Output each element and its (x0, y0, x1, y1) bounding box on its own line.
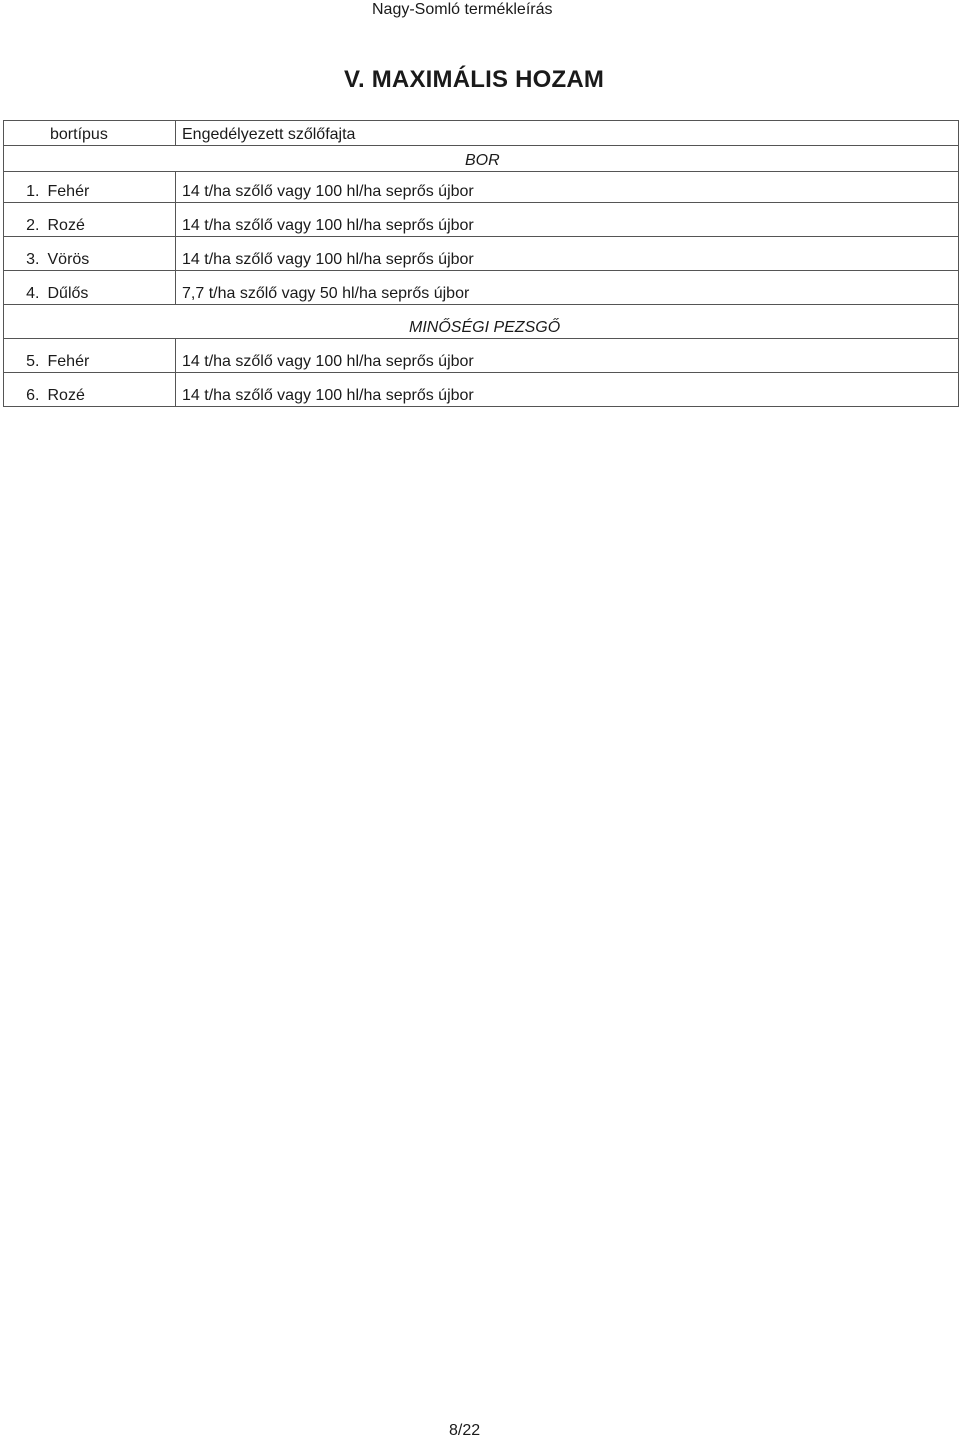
table-row (4, 203, 959, 237)
row-wine-type: Rozé (44, 203, 176, 237)
row-yield: 14 t/ha szőlő vagy 100 hl/ha seprős újbor (176, 237, 959, 271)
table-header-row (4, 121, 959, 146)
table-row (4, 172, 959, 203)
row-wine-type: Vörös (44, 237, 176, 271)
max-yield-table (3, 120, 959, 407)
row-yield: 7,7 t/ha szőlő vagy 50 hl/ha seprős újbor (176, 271, 959, 305)
row-yield: 14 t/ha szőlő vagy 100 hl/ha seprős újbor (176, 339, 959, 373)
column-header-variety: Engedélyezett szőlőfajta (176, 121, 959, 146)
page-number: 8/22 (449, 1422, 481, 1439)
table-row (4, 271, 959, 305)
row-number: 6. (4, 373, 44, 407)
section-title: V. MAXIMÁLIS HOZAM (344, 66, 605, 93)
table-row (4, 237, 959, 271)
section-row-bor (4, 146, 959, 172)
row-yield: 14 t/ha szőlő vagy 100 hl/ha seprős újbor (176, 203, 959, 237)
section-row-pezsgo (4, 305, 959, 339)
row-number: 3. (4, 237, 44, 271)
column-header-type: bortípus (4, 121, 176, 146)
row-wine-type: Fehér (44, 172, 176, 203)
row-number: 4. (4, 271, 44, 305)
row-wine-type: Rozé (44, 373, 176, 407)
section-label-pezsgo: MINŐSÉGI PEZSGŐ (4, 305, 959, 339)
row-yield: 14 t/ha szőlő vagy 100 hl/ha seprős újbor (176, 373, 959, 407)
table-row (4, 373, 959, 407)
row-number: 2. (4, 203, 44, 237)
row-wine-type: Fehér (44, 339, 176, 373)
row-yield: 14 t/ha szőlő vagy 100 hl/ha seprős újbor (176, 172, 959, 203)
table-row (4, 339, 959, 373)
row-wine-type: Dűlős (44, 271, 176, 305)
row-number: 5. (4, 339, 44, 373)
row-number: 1. (4, 172, 44, 203)
running-header: Nagy-Somló termékleírás (372, 1, 553, 18)
section-label-bor: BOR (4, 146, 959, 172)
